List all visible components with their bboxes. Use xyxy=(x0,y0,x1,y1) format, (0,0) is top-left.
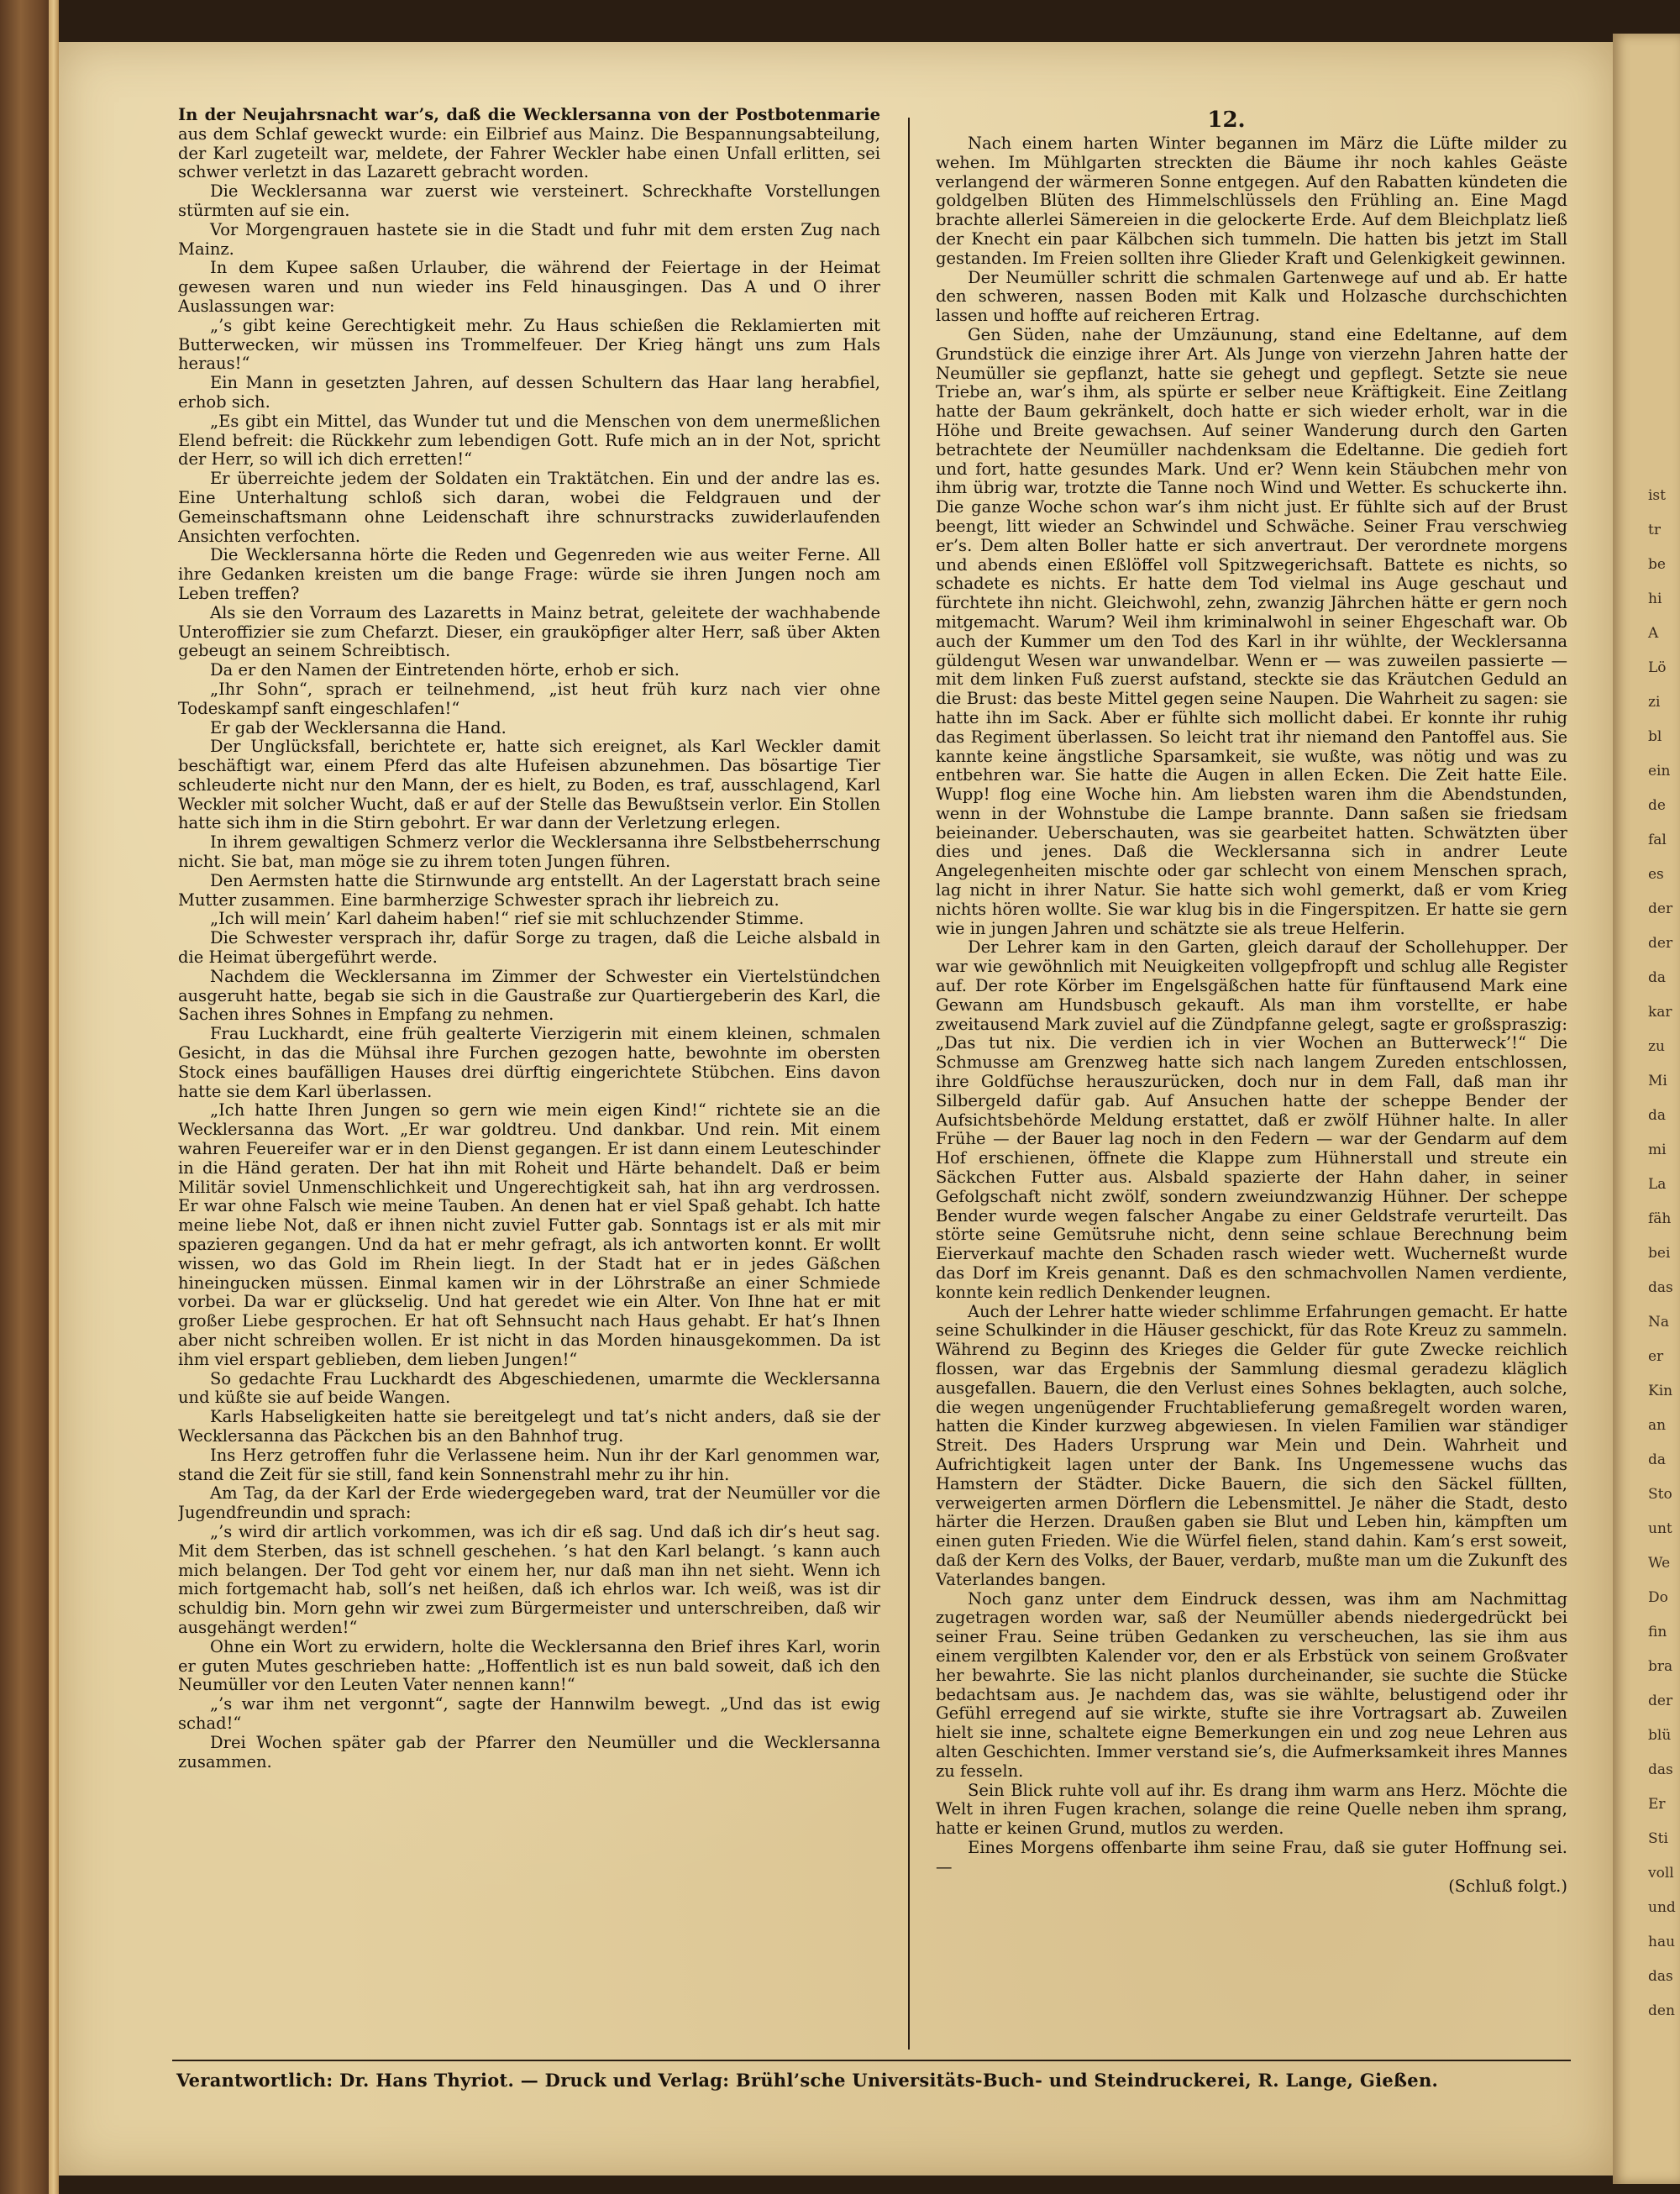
paragraph: Die Schwester versprach ihr, dafür Sorge zu tragen, daß die Leiche alsbald in die Heimat übergeführt werde. xyxy=(178,928,880,968)
paragraph: Er überreichte jedem der Soldaten ein Traktätchen. Ein und der andre las es. Eine Unterhaltung schloß sich daran, wobei die Feldgrauen und der Gemeinschaftsmann ohne Leidenschaft ihre schnurstracks zuwiderlaufenden Ansichten verfochten. xyxy=(178,469,880,546)
continuation-note: (Schluß folgt.) xyxy=(1448,1876,1567,1896)
next-page-fragment: der xyxy=(1648,1693,1673,1709)
next-page-fragment: bra xyxy=(1648,1658,1673,1675)
paragraph: Ohne ein Wort zu erwidern, holte die Wecklersanna den Brief ihres Karl, worin er guten Mutes geschrieben hatte: „Hoffentlich ist es nun bald soweit, daß ich den Neumüller vor den Leuten Vater nennen kann!“ xyxy=(178,1636,880,1695)
paragraph: „Es gibt ein Mittel, das Wunder tut und die Menschen von dem unermeßlichen Elend befreit: die Rückkehr zum lebendigen Gott. Rufe mich an in der Not, spricht der Herr, so will ich dich erretten!“ xyxy=(178,411,880,470)
next-page-fragment: hau xyxy=(1648,1934,1676,1950)
paragraph: In der Neujahrsnacht war’s, daß die Wecklersanna von der Postbotenmarie aus dem Schlaf geweckt wurde: ein Eilbrief aus Mainz. Die Bespannungsabteilung, der Karl zugeteilt war, meldete, der Fahrer Weckler habe einen Unfall erlitten, sei schwer verletzt in das Lazarett gebracht worden. xyxy=(178,106,880,182)
next-page-fragment: unt xyxy=(1648,1520,1672,1537)
next-page-fragment: Kin xyxy=(1648,1383,1673,1399)
paragraph: Als sie den Vorraum des Lazaretts in Mainz betrat, geleitete der wachhabende Unteroffizier sie zum Chefarzt. Dieser, ein grauköpfiger alter Herr, saß über Akten gebeugt an seinem Schreibtisch. xyxy=(178,602,880,661)
paragraph: Da er den Namen der Eintretenden hörte, erhob er sich. xyxy=(210,660,680,680)
paragraph: „’s gibt keine Gerechtigkeit mehr. Zu Haus schießen die Reklamierten mit Butterwecken, wir müssen ins Trommelfeuer. Der Krieg hängt uns zum Hals heraus!“ xyxy=(178,315,880,374)
paragraph: So gedachte Frau Luckhardt des Abgeschiedenen, umarmte die Wecklersanna und küßte sie auf beide Wangen. xyxy=(178,1368,880,1408)
paragraph: Der Unglücksfall, berichtete er, hatte sich ereignet, als Karl Weckler damit beschäftigt war, einem Pferd das alte Hufeisen abzunehmen. Das bösartige Tier schleuderte nicht nur den Mann, der es hielt, zu Boden, es traf, ausschlagend, Karl Weckler mit solcher Wucht, daß er auf der Stelle das Bewußtsein verlor. Ein Stollen hatte sich ihm in die Stirn gebohrt. Er war dann der Verletzung erlegen. xyxy=(178,737,880,833)
next-page-fragment: er xyxy=(1648,1348,1664,1365)
column-divider xyxy=(908,118,910,2050)
next-page-fragment: ein xyxy=(1648,763,1671,779)
next-page-fragment: da xyxy=(1648,969,1667,986)
next-page-fragment: da xyxy=(1648,1451,1667,1468)
next-page-fragment: de xyxy=(1648,797,1666,814)
paragraph: Er gab der Wecklersanna die Hand. xyxy=(210,717,507,737)
next-page-fragment: mi xyxy=(1648,1142,1667,1158)
next-page-fragment: Er xyxy=(1648,1796,1666,1813)
paragraph: Der Lehrer kam in den Garten, gleich darauf der Schollehupper. Der war wie gewöhnlich mit Neuigkeiten vollgepfropft und schlug alle Register auf. Der rote Körber im Engelsgäßchen hatte für fünftausend Mark eine Gewann am Hundsbusch gekauft. Als man ihm vorstellte, er habe zweitausend Mark zuviel auf die Zündpfanne gelegt, sagte er großspraszig: „Das tut nix. Die verdien ich in vier Wochen an Butterweck’!“ Die Schmusse am Grenzweg hatte sich nach langem Zureden entschlossen, ihre Goldfüchse herauszurücken, doch nur in dem Fall, daß man ihr Silbergeld dafür gab. Auf Ansuchen hatte der scheppe Bender der Aufsichtsbehörde Meldung erstattet, daß er zwölf Hühner halte. In aller Frühe — der Bauer lag noch in den Federn — war der Gendarm auf dem Hof erschienen, öffnete die Klappe zum Hühnerstall und streute ein Säckchen Futter aus. Alsbald spazierte der Hahn daher, in seiner Gefolgschaft nicht zwölf, sondern zweiundzwanzig Hühner. Der scheppe Bender wurde wegen falscher Angabe zu einer Geldstrafe verurteilt. Das störte seine Gemütsruhe nicht, denn seine schlaue Berechnung beim Eierverkauf machte den Schaden rasch wieder wett. Wucherneßt wurde das Dorf im Kreis genannt. Daß es den schmachvollen Namen verdiente, konnte kein redlich Denkender leugnen. xyxy=(936,937,1567,1302)
next-page-fragment: kar xyxy=(1648,1004,1672,1021)
next-page-fragment: ist xyxy=(1648,487,1666,504)
paragraph: In ihrem gewaltigen Schmerz verlor die Wecklersanna ihre Selbstbeherrschung nicht. Sie bat, man möge sie zu ihrem toten Jungen führen. xyxy=(178,832,880,872)
next-page-fragment: La xyxy=(1648,1176,1667,1193)
next-page-fragment: Sti xyxy=(1648,1830,1668,1847)
paragraph: Auch der Lehrer hatte wieder schlimme Erfahrungen gemacht. Er hatte seine Schulkinder in die Häuser geschickt, für das Rote Kreuz zu sammeln. Während zu Beginn des Krieges die Gelder für gute Zwecke reichlich flossen, war das Ergebnis der Sammlung diesmal geradezu kläglich ausgefallen. Bauern, die den Verlust eines Sohnes beklagten, auch solche, die wegen ungenügender Fruchtablieferung gemaßregelt worden waren, hatten die Kinder kurzweg abgewiesen. In vielen Familien war ständiger Streit. Des Haders Ursprung war Mein und Dein. Wahrheit und Aufrichtigkeit lagen unter der Bank. Ins Ungemessene wuchs das Hamstern der Städter. Dicke Bauern, die sich den Säckel füllten, verweigerten armen Dörflern die Lebensmittel. Je näher die Stadt, desto härter die Herzen. Draußen gaben sie Blut und Leben hin, kämpften um einen guten Frieden. Wie die Würfel fielen, stand dahin. Kam’s erst soweit, daß der Kern des Volks, der Bauer, verdarb, mußte man um die Zukunft des Vaterlandes bangen. xyxy=(936,1301,1567,1589)
paragraph: Ein Mann in gesetzten Jahren, auf dessen Schultern das Haar lang herabfiel, erhob sich. xyxy=(178,373,880,412)
next-page-fragment: den xyxy=(1648,2002,1675,2019)
next-page-fragment: das xyxy=(1648,1279,1673,1296)
next-page-fragment: der xyxy=(1648,935,1673,952)
next-page-fragment: be xyxy=(1648,556,1666,573)
next-page-fragment: da xyxy=(1648,1107,1667,1124)
next-page-fragment: Na xyxy=(1648,1314,1670,1331)
paragraph: Vor Morgengrauen hastete sie in die Stadt und fuhr mit dem ersten Zug nach Mainz. xyxy=(178,219,880,259)
paragraph: Am Tag, da der Karl der Erde wiedergegeben ward, trat der Neumüller vor die Jugendfreundin und sprach: xyxy=(178,1483,880,1523)
page-number: 12. xyxy=(1207,108,1246,133)
next-page-fragment: A xyxy=(1648,625,1659,642)
next-page-edge xyxy=(1613,34,1680,2184)
next-page-fragment: das xyxy=(1648,1968,1673,1985)
paragraph: Der Neumüller schritt die schmalen Gartenwege auf und ab. Er hatte den schweren, nassen Boden mit Kalk und Holzasche durchschichten lassen und hoffte auf reicheren Ertrag. xyxy=(936,267,1567,326)
paragraph: „’s wird dir artlich vorkommen, was ich dir eß sag. Und daß ich dir’s heut sag. Mit dem Sterben, das ist schnell geschehen. ’s hat den Karl belangt. ’s kann auch mich belangen. Der Tod geht vor einem her, nur daß man ihn net sieht. Wenn ich mich fortgemacht hab, soll’s net heißen, daß ich ehrlos war. Ich weiß, was ist dir schuldig bin. Morn gehn wir zwei zum Bürgermeister und unterschreiben, daß wir ausgehängt werden!“ xyxy=(178,1521,880,1637)
next-page-fragment: zu xyxy=(1648,1038,1665,1055)
next-page-fragment: zi xyxy=(1648,694,1661,711)
paragraph: Ins Herz getroffen fuhr die Verlassene heim. Nun ihr der Karl genommen war, stand die Zeit für sie still, fand kein Sonnenstrahl mehr zu ihr hin. xyxy=(178,1445,880,1484)
paragraph: Frau Luckhardt, eine früh gealterte Vierzigerin mit einem kleinen, schmalen Gesicht, in das die Mühsal ihre Furchen gezogen hatte, bewohnte im obersten Stock eines baufälligen Hauses drei dürftig eingerichtete Stübchen. Eins davon hatte sie dem Karl überlassen. xyxy=(178,1024,880,1101)
next-page-fragment: Do xyxy=(1648,1589,1668,1606)
right-column xyxy=(936,134,1567,2046)
paragraph: Die Wecklersanna hörte die Reden und Gegenreden wie aus weiter Ferne. All ihre Gedanken kreisten um die bange Frage: würde sie ihren Jungen noch am Leben treffen? xyxy=(178,545,880,603)
next-page-fragment: voll xyxy=(1648,1865,1674,1882)
paragraph: „Ich hatte Ihren Jungen so gern wie mein eigen Kind!“ richtete sie an die Wecklersanna das Wort. „Er war goldtreu. Und dankbar. Und rein. Mit einem wahren Feuereifer war er in den Dienst gegangen. Er ist dann einem Leuteschinder in die Händ geraten. Der hat ihn mit Roheit und Härte behandelt. Daß er beim Militär soviel Unmenschlichkeit und Ungerechtigkeit sah, hat ihn arg verdrossen. Er war ohne Falsch wie meine Tauben. An denen hat er viel Spaß gehabt. Ich hatte meine liebe Not, daß er ihnen nicht zuviel Futter gab. Sonntags ist er als mit mir spazieren gegangen. Und da hat er mehr gefragt, als ich antworten konnt. Er wollt wissen, wo das Gold im Rhein liegt. In der Stadt hat er in jedes Gäßchen hineingucken müssen. Einmal kamen wir in der Löhrstraße an einer Schmiede vorbei. Da war er glückselig. Und hat geredet wie ein Alter. Von Ihne hat er mit großer Liebe gesprochen. Er hat oft Sehnsucht nach Haus gehabt. Er hat’s Ihnen aber nicht schreiben wollen. Er ist nicht in das Morden hinausgekommen. Da ist ihm viel erspart geblieben, dem lieben Jungen!“ xyxy=(178,1100,880,1369)
next-page-fragment: tr xyxy=(1648,522,1661,538)
binding-edge xyxy=(49,0,59,2194)
footer-rule xyxy=(172,2060,1571,2061)
next-page-fragment: Lö xyxy=(1648,659,1667,676)
paragraph: Noch ganz unter dem Eindruck dessen, was ihm am Nachmittag zugetragen worden war, saß der Neumüller abends niedergedrückt bei seiner Frau. Seine trüben Gedanken zu verscheuchen, las sie ihm aus einem vergilbten Kalender vor, den er als Erbstück von seinem Großvater her bewahrte. Sie las nicht planlos durcheinander, sie suchte die Stücke bedachtsam aus. Je nachdem das, was sie wählte, belustigend oder ihr Gefühl erregend auf sie wirkte, stufte sie ihre Vortragsart ab. Zuweilen hielt sie inne, schaltete eigne Bemerkungen ein und zog neue Lehren aus alten Geschichten. Immer verstand sie’s, die Aufmerksamkeit ihres Mannes zu fesseln. xyxy=(936,1588,1567,1781)
paragraph: „’s war ihm net vergonnt“, sagte der Hannwilm bewegt. „Und das ist ewig schad!“ xyxy=(178,1694,880,1733)
next-page-fragment: hi xyxy=(1648,590,1662,607)
paragraph: Drei Wochen später gab der Pfarrer den Neumüller und die Wecklersanna zusammen. xyxy=(178,1732,880,1771)
imprint-line: Verantwortlich: Dr. Hans Thyriot. — Druck und Verlag: Brühl’sche Universitäts-Buch- und Steindruckerei, R. Lange, Gießen. xyxy=(176,2070,1439,2091)
next-page-fragment: fal xyxy=(1648,832,1667,848)
paragraph: Nachdem die Wecklersanna im Zimmer der Schwester ein Viertelstündchen ausgeruht hatte, begab sie sich in die Gaustraße zur Quartiergeberin des Karl, die Sachen ihres Sohnes in Empfang zu nehmen. xyxy=(178,966,880,1025)
next-page-fragment: es xyxy=(1648,866,1664,883)
paragraph: „Ich will mein’ Karl daheim haben!“ rief sie mit schluchzender Stimme. xyxy=(210,909,805,929)
next-page-fragment: der xyxy=(1648,900,1673,917)
next-page-fragment: das xyxy=(1648,1761,1673,1778)
next-page-fragment: Mi xyxy=(1648,1073,1667,1089)
next-page-fragment: bl xyxy=(1648,728,1662,745)
next-page-fragment: fäh xyxy=(1648,1210,1672,1227)
paragraph: Die Wecklersanna war zuerst wie versteinert. Schreckhafte Vorstellungen stürmten auf sie ein. xyxy=(178,181,880,220)
paragraph: Nach einem harten Winter begannen im März die Lüfte milder zu wehen. Im Mühlgarten streckten die Bäume ihr noch kahles Geäste verlangend der wärmeren Sonne entgegen. Auf den Rabatten kündeten die goldgelben Blüten des Himmelschlüssels den Frühling an. Eine Magd brachte allerlei Sämereien in die gelockerte Erde. Auf dem Bleichplatz ließ der Knecht ein paar Kälbchen sich tummeln. Die hatten bis jetzt im Stall gestanden. Im Freien sollten ihre Glieder Kraft und Gelenkigkeit gewinnen. xyxy=(936,134,1567,268)
paragraph: „Ihr Sohn“, sprach er teilnehmend, „ist heut früh kurz nach vier ohne Todeskampf sanft eingeschlafen!“ xyxy=(178,679,880,718)
next-page-fragment: We xyxy=(1648,1555,1671,1572)
paragraph: Gen Süden, nahe der Umzäunung, stand eine Edeltanne, auf dem Grundstück die einzige ihrer Art. Als Junge von vierzehn Jahren hatte der Neumüller sie gepflanzt, hatte sie gehegt und gepflegt. Setzte sie neue Triebe an, war’s ihm, als spürte er selber neue Kräftigkeit. Eine Zeitlang hatte der Baum gekränkelt, doch hatte er sich wieder erholt, war in die Höhe und Breite gewachsen. Auf seiner Wanderung durch den Garten betrachtete der Neumüller nachdenksam die Edeltanne. Die gedieh fort und fort, hatte gesundes Mark. Und er? Wenn kein Stäubchen mehr von ihm übrig war, trotzte die Tanne noch Wind und Wetter. Es schuckerte ihn. Die ganze Woche schon war’s ihm nicht just. Er fühlte sich auf der Brust beengt, litt wieder an Schwindel und Schwäche. Seiner Frau verschwieg er’s. Dem alten Boller hatte er sich anvertraut. Der verordnete morgens und abends einen Eßlöffel voll Spitzwegerichsaft. Battete es nichts, so schadete es nichts. Er hatte dem Tod vielmal ins Auge geschaut und fürchtete ihn nicht. Gleichwohl, zehn, zwanzig Jährchen hätte er gern noch mitgemacht. Warum? Weil ihm kriminalwohl in seiner Ehgeschaft war. Ob auch der Kummer um den Tod des Karl in ihr wühlte, der Wecklersanna güldengut Wesen war unwandelbar. Wenn er — was zuweilen passierte — mit dem linken Fuß zuerst aufstand, steckte sie das Kräutchen Geduld an die Brust: das beste Mittel gegen seine Naupen. Die Wahrheit zu sagen: sie hatte ihn im Sack. Aber er fühlte sich mollicht dabei. Er konnte ihr ruhig das Regiment überlassen. So leicht trat ihr niemand den Pantoffel aus. Sie kannte keine ängstliche Sparsamkeit, sie wußte, was nötig und was zu entbehren war. Sie hatte die Augen in allen Ecken. Die Zeit hatte Eile. Wupp! flog eine Woche hin. Am liebsten waren ihm die Abendstunden, wenn in der Wohnstube die Lampe brannte. Dann saßen sie friedsam beieinander. Ueberschauten, was sie gearbeitet hatten. Schwätzten über dies und jenes. Daß die Wecklersanna sich in andrer Leute Angelegenheiten mischte oder gar schlecht von einem Menschen sprach, lag nicht in ihrer Natur. Sie hatte sich wohl gemerkt, daß er vom Krieg nichts hören wollte. Sie war klug bis in die Fingerspitzen. Er hatte sie gern wie in jungen Jahren und schätzte sie als treue Helferin. xyxy=(936,324,1567,938)
paragraph: In dem Kupee saßen Urlauber, die während der Feiertage in der Heimat gewesen waren und nun wieder ins Feld hinausgingen. Das A und O ihrer Auslassungen war: xyxy=(178,258,880,316)
next-page-fragment: an xyxy=(1648,1417,1667,1434)
next-page-fragment: und xyxy=(1648,1899,1676,1916)
left-column xyxy=(178,106,880,2046)
paragraph: Eines Morgens offenbarte ihm seine Frau, daß sie guter Hoffnung sei. — xyxy=(936,1837,1567,1876)
next-page-fragment: bei xyxy=(1648,1245,1671,1262)
paragraph: Karls Habseligkeiten hatte sie bereitgelegt und tat’s nicht anders, daß sie der Wecklersanna das Päckchen bis an den Bahnhof trug. xyxy=(178,1407,880,1446)
paragraph: Den Aermsten hatte die Stirnwunde arg entstellt. An der Lagerstatt brach seine Mutter zusammen. Eine barmherzige Schwester sprach ihr liebreich zu. xyxy=(178,870,880,910)
paragraph: Sein Blick ruhte voll auf ihr. Es drang ihm warm ans Herz. Möchte die Welt in ihren Fugen krachen, solange die reine Quelle neben ihm sprang, hatte er keinen Grund, mutlos zu werden. xyxy=(936,1780,1567,1839)
next-page-fragment: blü xyxy=(1648,1727,1672,1744)
next-page-fragment: Sto xyxy=(1648,1486,1672,1503)
next-page-fragment: fin xyxy=(1648,1624,1667,1640)
